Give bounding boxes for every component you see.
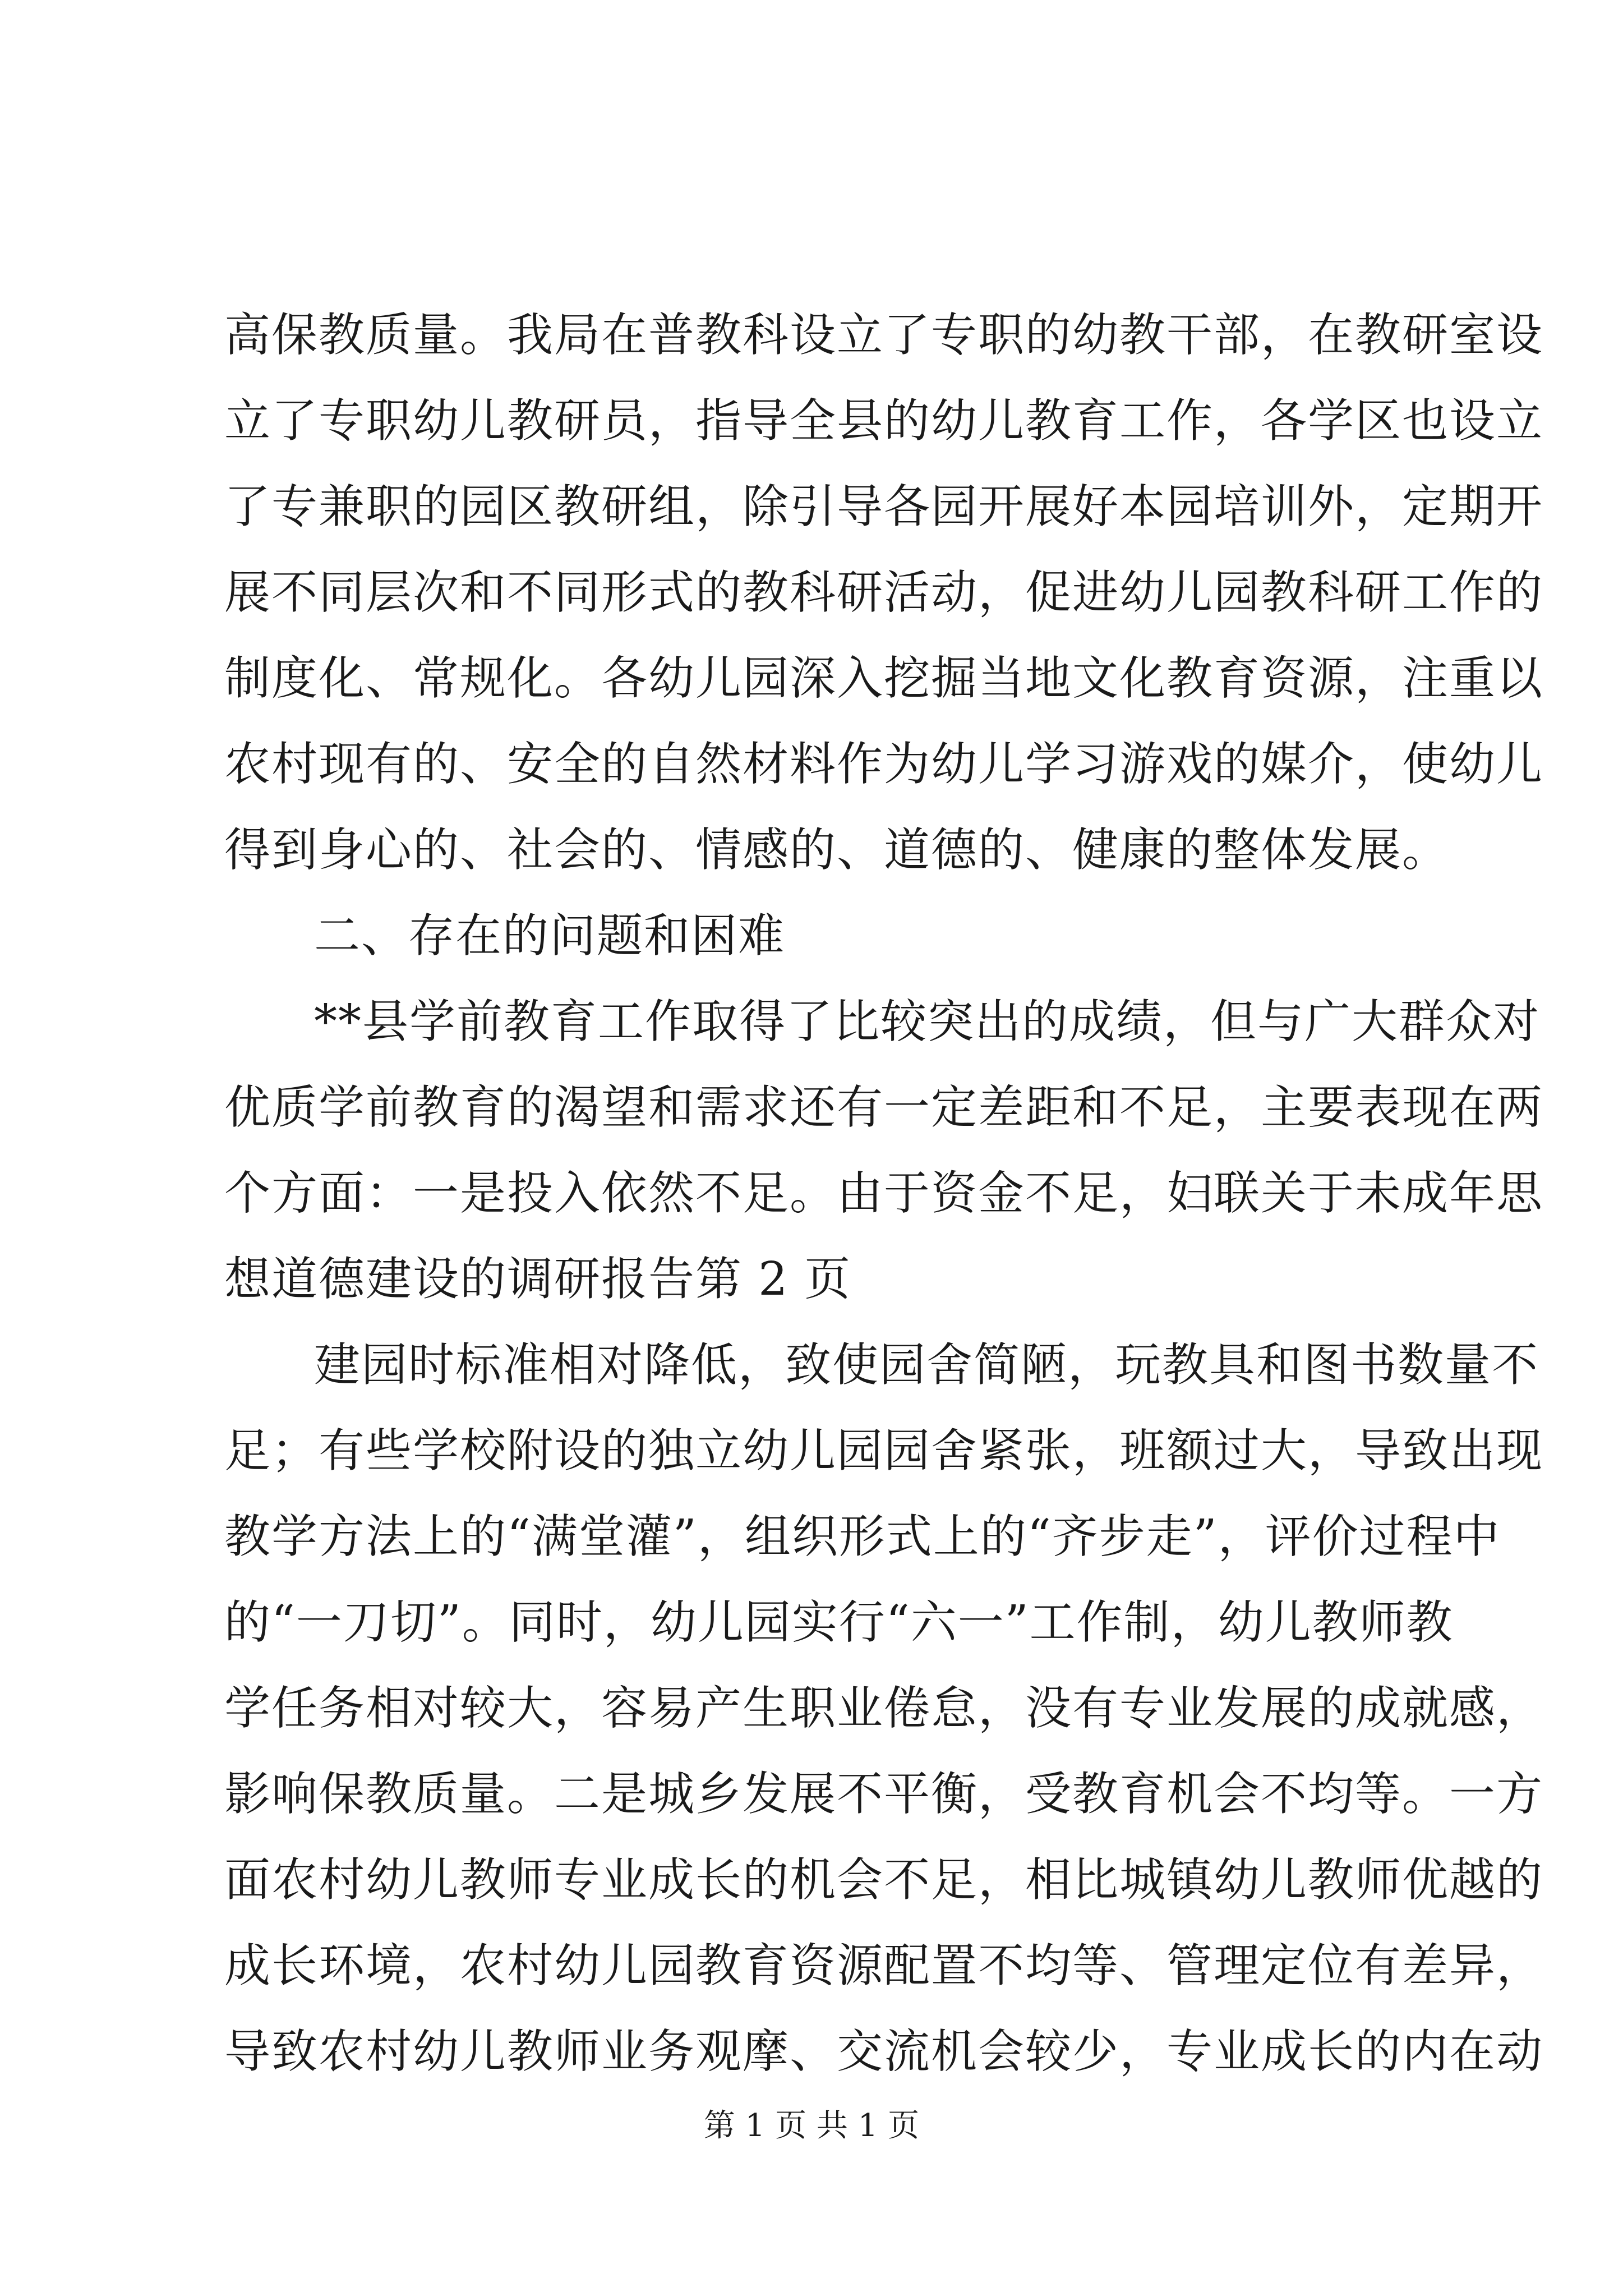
text-line: 了专兼职的园区教研组，除引导各园开展好本园培训外，定期开: [224, 480, 1544, 533]
text-line: 成长环境，农村幼儿园教育资源配置不均等、管理定位有差异，: [224, 1939, 1544, 1993]
text-line: 制度化、常规化。各幼儿园深入挖掘当地文化教育资源，注重以: [224, 652, 1544, 705]
text-line: 足；有些学校附设的独立幼儿园园舍紧张，班额过大，导致出现: [224, 1424, 1544, 1478]
text-line: 高保教质量。我局在普教科设立了专职的幼教干部，在教研室设: [224, 309, 1544, 362]
page-footer: 第 1 页 共 1 页: [703, 2108, 920, 2144]
text-line: 展不同层次和不同形式的教科研活动，促进幼儿园教科研工作的: [224, 566, 1544, 619]
text-line: 建园时标准相对降低，致使园舍简陋，玩教具和图书数量不: [314, 1338, 1539, 1392]
text-line: 优质学前教育的渴望和需求还有一定差距和不足，主要表现在两: [224, 1081, 1544, 1134]
text-line: 面农村幼儿教师专业成长的机会不足，相比城镇幼儿教师优越的: [224, 1853, 1544, 1907]
text-line: 农村现有的、安全的自然材料作为幼儿学习游戏的媒介，使幼儿: [224, 738, 1544, 791]
text-line: 学任务相对较大，容易产生职业倦怠，没有专业发展的成就感，: [224, 1682, 1544, 1735]
text-line: 影响保教质量。二是城乡发展不平衡，受教育机会不均等。一方: [224, 1768, 1544, 1821]
text-line: 得到身心的、社会的、情感的、道德的、健康的整体发展。: [224, 823, 1450, 877]
text-line: 教学方法上的“满堂灌”，组织形式上的“齐步走”，评价过程中: [224, 1510, 1501, 1563]
text-line: 的“一刀切”。同时，幼儿园实行“六一”工作制，幼儿教师教: [224, 1596, 1454, 1649]
text-line: 想道德建设的调研报告第 2 页: [224, 1253, 852, 1306]
text-line: 立了专职幼儿教研员，指导全县的幼儿教育工作，各学区也设立: [224, 394, 1544, 448]
text-line: 导致农村幼儿教师业务观摩、交流机会较少，专业成长的内在动: [224, 2025, 1544, 2078]
text-line: 个方面：一是投入依然不足。由于资金不足，妇联关于未成年思: [224, 1167, 1544, 1220]
text-line: **县学前教育工作取得了比较突出的成绩，但与广大群众对: [314, 995, 1541, 1048]
section-heading: 二、存在的问题和困难: [314, 909, 786, 963]
